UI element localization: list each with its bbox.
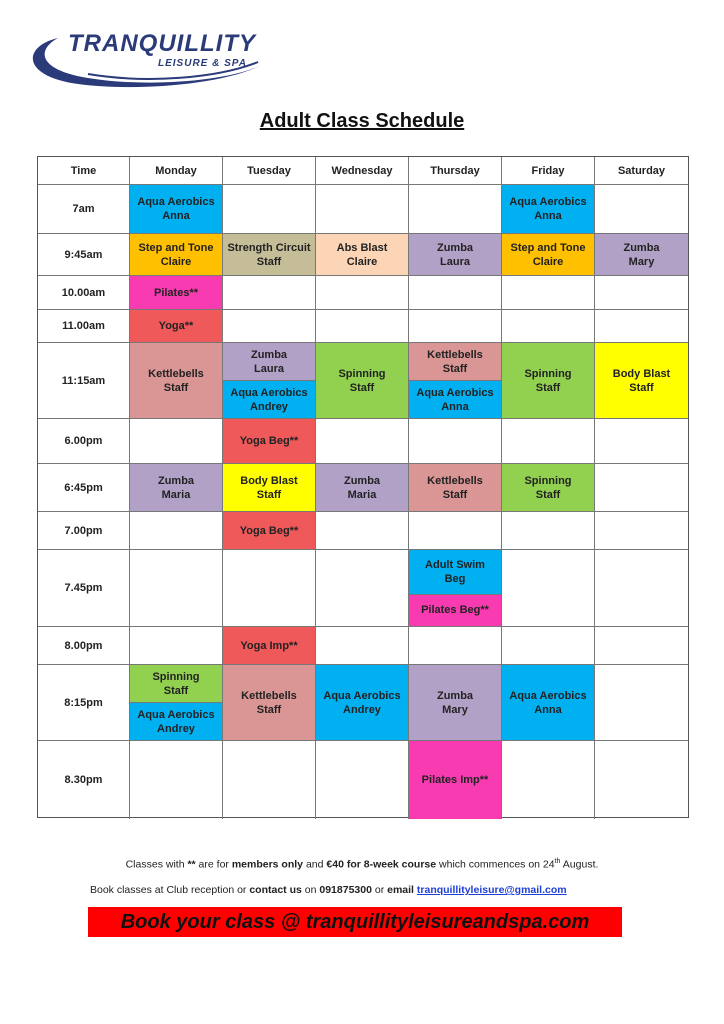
- logo: [18, 26, 268, 96]
- note-text: August.: [560, 858, 599, 871]
- time-cell: 8:15pm: [38, 665, 130, 741]
- page-title: Adult Class Schedule: [259, 110, 465, 132]
- note-text: are for: [195, 858, 232, 871]
- empty-cell: [130, 741, 223, 819]
- class-cell: Aqua Aerobics Andrey: [316, 665, 409, 741]
- empty-cell: [316, 512, 409, 550]
- note-text: or: [371, 884, 388, 896]
- class-cell: Kettlebells Staff: [130, 343, 223, 419]
- logo-title: TRANQUILLITY: [68, 30, 256, 57]
- time-cell: 9:45am: [38, 234, 130, 276]
- time-cell: 7.45pm: [38, 550, 130, 627]
- booking-note: [90, 884, 567, 896]
- members-note: [0, 858, 724, 871]
- class-cell: Aqua Aerobics Anna: [409, 380, 501, 418]
- class-cell: Spinning Staff: [502, 464, 595, 512]
- split-cell: [130, 665, 223, 741]
- time-cell: 6:45pm: [38, 464, 130, 512]
- time-cell: 7am: [38, 185, 130, 234]
- note-text: Classes with: [125, 858, 188, 871]
- note-text: and: [303, 858, 327, 871]
- empty-cell: [316, 550, 409, 627]
- empty-cell: [595, 185, 688, 234]
- empty-cell: [316, 276, 409, 310]
- empty-cell: [316, 185, 409, 234]
- empty-cell: [502, 419, 595, 464]
- empty-cell: [316, 741, 409, 819]
- class-cell: Pilates Beg**: [409, 594, 501, 626]
- split-cell: [223, 343, 316, 419]
- empty-cell: [223, 550, 316, 627]
- empty-cell: [502, 627, 595, 665]
- header-tuesday: Tuesday: [223, 157, 316, 185]
- class-cell: Step and Tone Claire: [130, 234, 223, 276]
- empty-cell: [502, 550, 595, 627]
- note-text: which commences on 24: [436, 858, 555, 871]
- class-cell: Yoga Beg**: [223, 512, 316, 550]
- class-cell: Kettlebells Staff: [409, 464, 502, 512]
- phone-number: 091875300: [319, 884, 372, 896]
- split-cell: [409, 550, 502, 627]
- empty-cell: [502, 276, 595, 310]
- empty-cell: [223, 310, 316, 343]
- empty-cell: [595, 310, 688, 343]
- note-text: members only: [231, 858, 304, 871]
- note-text: **: [187, 858, 196, 871]
- empty-cell: [316, 419, 409, 464]
- empty-cell: [409, 419, 502, 464]
- class-cell: Pilates Imp**: [409, 741, 502, 819]
- class-cell: Aqua Aerobics Anna: [130, 185, 223, 234]
- empty-cell: [223, 276, 316, 310]
- class-cell: Yoga Beg**: [223, 419, 316, 464]
- class-cell: Kettlebells Staff: [409, 343, 501, 380]
- class-cell: Zumba Mary: [595, 234, 688, 276]
- class-cell: Zumba Mary: [409, 665, 502, 741]
- class-cell: Abs Blast Claire: [316, 234, 409, 276]
- class-cell: Body Blast Staff: [595, 343, 688, 419]
- empty-cell: [409, 185, 502, 234]
- empty-cell: [595, 550, 688, 627]
- note-text: on: [301, 884, 320, 896]
- empty-cell: [130, 512, 223, 550]
- empty-cell: [409, 310, 502, 343]
- class-cell: Yoga**: [130, 310, 223, 343]
- note-text: contact us: [249, 884, 302, 896]
- class-cell: Step and Tone Claire: [502, 234, 595, 276]
- empty-cell: [130, 627, 223, 665]
- class-cell: Strength Circuit Staff: [223, 234, 316, 276]
- empty-cell: [223, 185, 316, 234]
- header-thursday: Thursday: [409, 157, 502, 185]
- time-cell: 8.30pm: [38, 741, 130, 819]
- class-cell: Zumba Maria: [130, 464, 223, 512]
- time-cell: 6.00pm: [38, 419, 130, 464]
- empty-cell: [502, 741, 595, 819]
- note-text: th: [554, 858, 561, 865]
- class-cell: Zumba Maria: [316, 464, 409, 512]
- email-link[interactable]: tranquillityleisure@gmail.com: [416, 884, 567, 896]
- empty-cell: [409, 627, 502, 665]
- empty-cell: [409, 276, 502, 310]
- header-wednesday: Wednesday: [316, 157, 409, 185]
- split-cell: [409, 343, 502, 419]
- empty-cell: [130, 419, 223, 464]
- empty-cell: [595, 464, 688, 512]
- note-text: €40 for 8-week course: [326, 858, 437, 871]
- class-cell: Pilates**: [130, 276, 223, 310]
- empty-cell: [316, 310, 409, 343]
- time-cell: 11:15am: [38, 343, 130, 419]
- book-banner[interactable]: Book your class @ tranquillityleisureandspa.com: [88, 907, 622, 937]
- empty-cell: [316, 627, 409, 665]
- class-cell: Adult Swim Beg: [409, 550, 501, 594]
- empty-cell: [595, 741, 688, 819]
- class-cell: Spinning Staff: [316, 343, 409, 419]
- note-text: Book classes at Club reception or: [90, 884, 250, 896]
- empty-cell: [502, 310, 595, 343]
- empty-cell: [130, 550, 223, 627]
- empty-cell: [595, 512, 688, 550]
- empty-cell: [595, 276, 688, 310]
- class-cell: Zumba Laura: [223, 343, 315, 380]
- class-cell: Zumba Laura: [409, 234, 502, 276]
- empty-cell: [409, 512, 502, 550]
- time-cell: 11.00am: [38, 310, 130, 343]
- class-cell: Kettlebells Staff: [223, 665, 316, 741]
- logo-subtitle: LEISURE & SPA: [158, 58, 247, 69]
- header-time: Time: [38, 157, 130, 185]
- class-cell: Body Blast Staff: [223, 464, 316, 512]
- class-cell: Spinning Staff: [502, 343, 595, 419]
- time-cell: 8.00pm: [38, 627, 130, 665]
- header-monday: Monday: [130, 157, 223, 185]
- header-saturday: Saturday: [595, 157, 688, 185]
- time-cell: 7.00pm: [38, 512, 130, 550]
- empty-cell: [223, 741, 316, 819]
- time-cell: 10.00am: [38, 276, 130, 310]
- header-friday: Friday: [502, 157, 595, 185]
- empty-cell: [595, 665, 688, 741]
- class-cell: Spinning Staff: [130, 665, 222, 702]
- class-cell: Aqua Aerobics Andrey: [223, 380, 315, 418]
- class-cell: Aqua Aerobics Anna: [502, 665, 595, 741]
- class-cell: Aqua Aerobics Anna: [502, 185, 595, 234]
- class-cell: Yoga Imp**: [223, 627, 316, 665]
- empty-cell: [502, 512, 595, 550]
- empty-cell: [595, 627, 688, 665]
- note-text: email: [387, 884, 414, 896]
- class-cell: Aqua Aerobics Andrey: [130, 702, 222, 740]
- schedule-table: [37, 156, 689, 818]
- empty-cell: [595, 419, 688, 464]
